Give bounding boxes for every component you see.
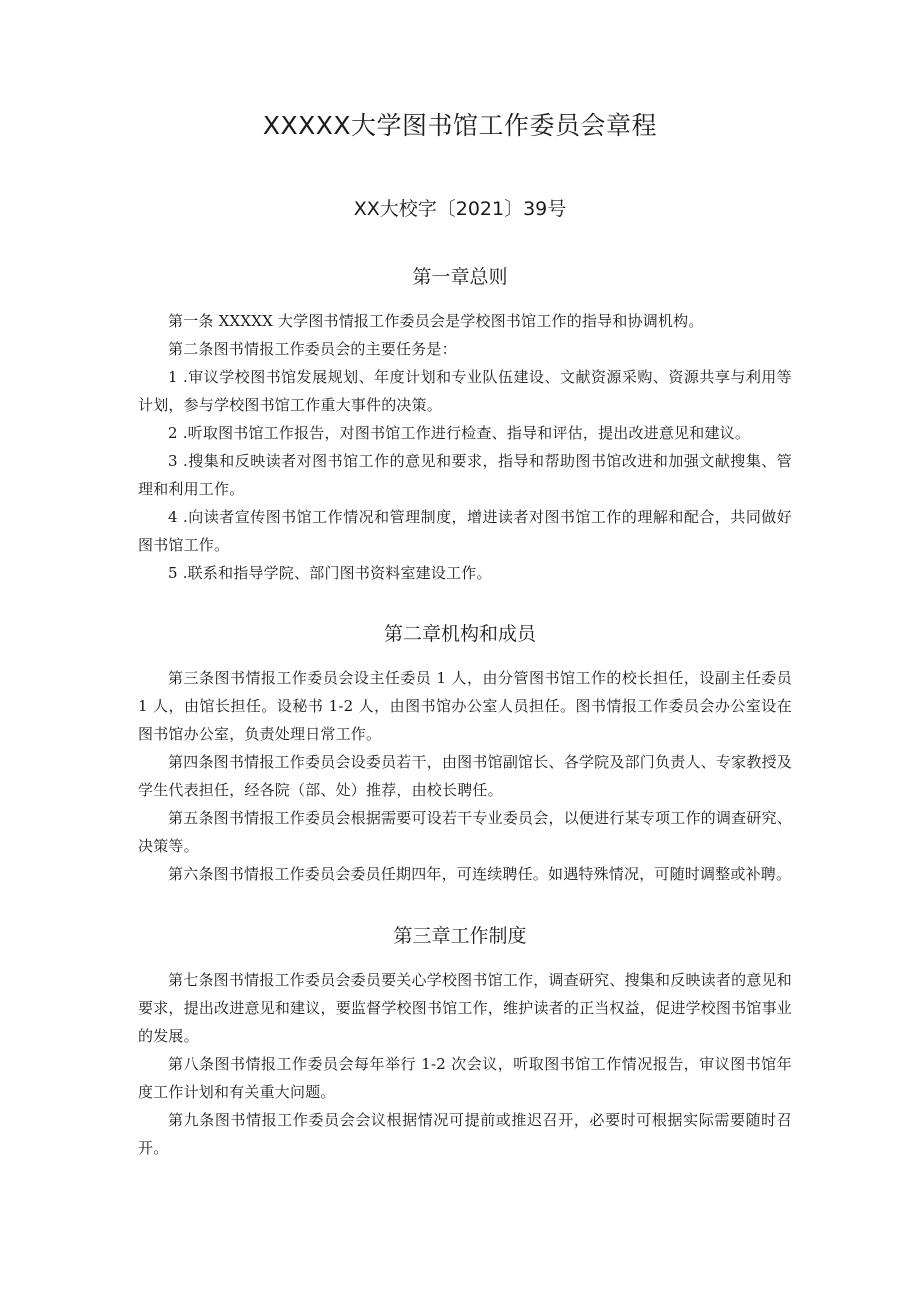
article-paragraph: 第六条图书情报工作委员会委员任期四年，可连续聘任。如遇特殊情况，可随时调整或补聘。 (168, 865, 792, 883)
article-paragraph: 第七条图书情报工作委员会委员要关心学校图书馆工作，调查研究、搜集和反映读者的意见和要求，提出改进意见和建议，要监督学校图书馆工作，维护读者的正当权益，促进学校图书馆事业的发展。 (138, 971, 792, 1045)
chapter-heading: 第三章工作制度 (393, 925, 527, 947)
list-item: 2 .听取图书馆工作报告，对图书馆工作进行检查、指导和评估，提出改进意见和建议。 (168, 424, 751, 442)
list-item: 5 .联系和指导学院、部门图书资料室建设工作。 (168, 564, 492, 582)
chapter-body (138, 664, 792, 888)
list-item: 1 .审议学校图书馆发展规划、年度计划和专业队伍建设、文献资源采购、资源共享与利用等计划，参与学校图书馆工作重大事件的决策。 (138, 368, 792, 414)
document-title: XXXXX大学图书馆工作委员会章程 (262, 111, 658, 140)
article-paragraph: 第五条图书情报工作委员会根据需要可设若干专业委员会，以便进行某专项工作的调查研究、决策等。 (138, 809, 792, 855)
article-paragraph: 第八条图书情报工作委员会每年举行 1-2 次会议，听取图书馆工作情况报告，审议图书馆年度工作计划和有关重大问题。 (138, 1055, 792, 1101)
chapter-heading: 第二章机构和成员 (383, 623, 536, 645)
article-paragraph: 第四条图书情报工作委员会设委员若干，由图书馆副馆长、各学院及部门负责人、专家教授及学生代表担任，经各院（部、处）推荐，由校长聘任。 (138, 753, 792, 799)
chapter-body (138, 307, 792, 587)
article-paragraph: 第二条图书情报工作委员会的主要任务是： (168, 340, 457, 358)
document-number: XX大校字〔2021〕39号 (353, 198, 567, 220)
article-paragraph: 第三条图书情报工作委员会设主任委员 1 人，由分管图书馆工作的校长担任，设副主任委员 1 人，由馆长担任。设秘书 1-2 人，由图书馆办公室人员担任。图书情报工作委员会办公室设在图书馆办公室，负责处理日常工作。 (138, 669, 792, 743)
list-item: 3 .搜集和反映读者对图书馆工作的意见和要求，指导和帮助图书馆改进和加强文献搜集、管理和利用工作。 (138, 452, 792, 498)
chapter-heading: 第一章总则 (412, 266, 508, 288)
article-paragraph: 第一条 XXXXX 大学图书情报工作委员会是学校图书馆工作的指导和协调机构。 (168, 312, 704, 330)
list-item: 4 .向读者宣传图书馆工作情况和管理制度，增进读者对图书馆工作的理解和配合，共同做好图书馆工作。 (138, 508, 792, 554)
article-paragraph: 第九条图书情报工作委员会会议根据情况可提前或推迟召开，必要时可根据实际需要随时召开。 (138, 1111, 792, 1157)
chapter-body (138, 966, 792, 1162)
